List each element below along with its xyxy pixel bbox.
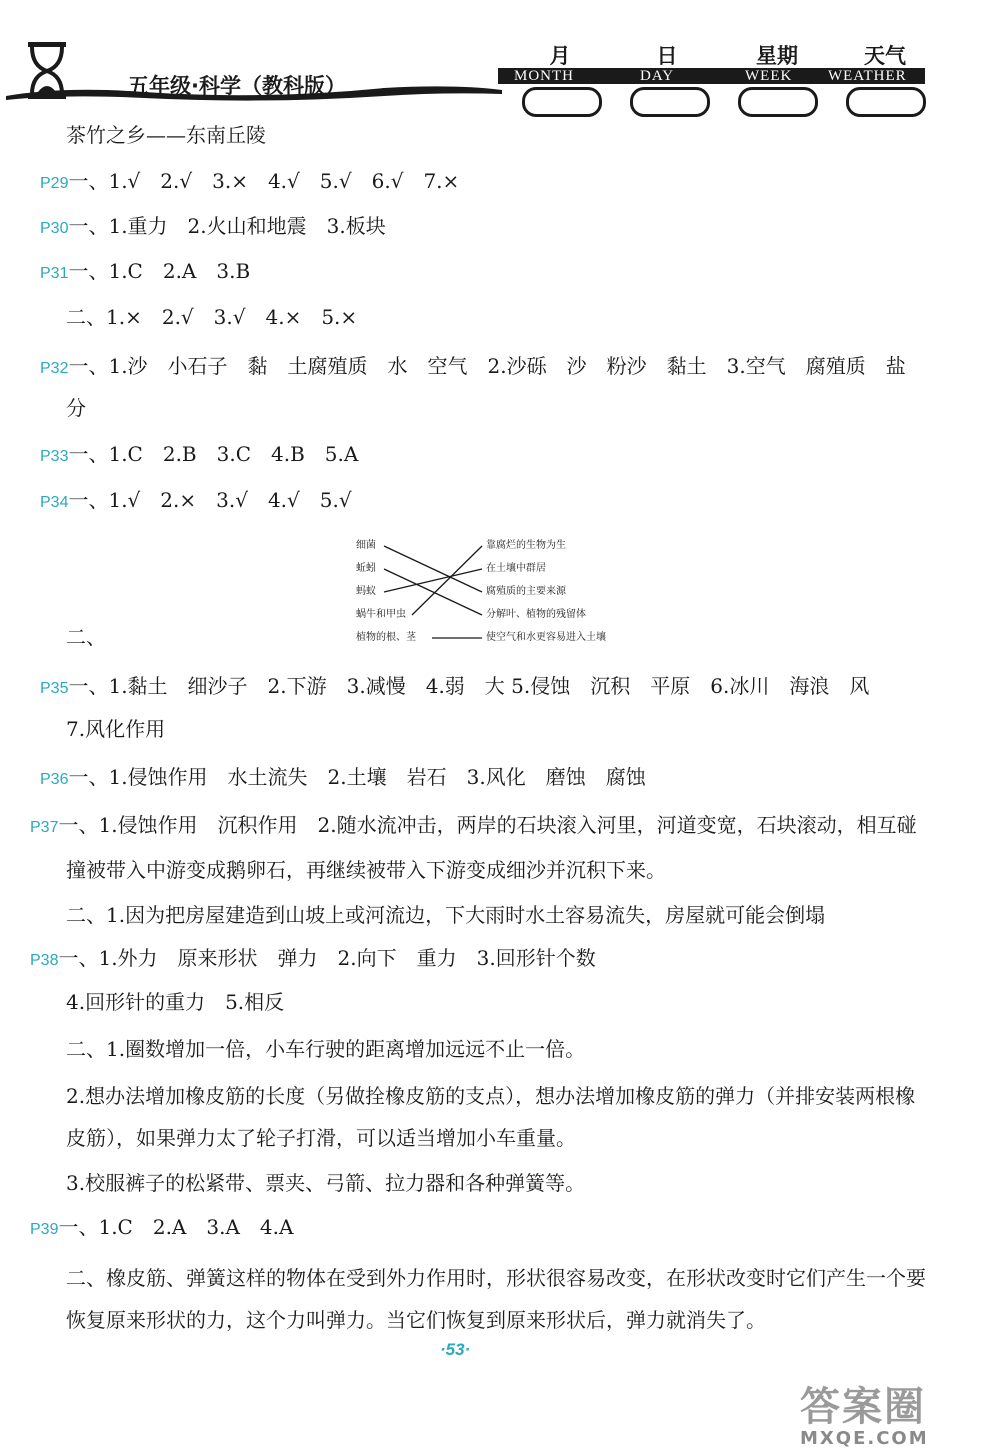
answer-line: 二、	[66, 625, 106, 649]
answer-line: 2.想办法增加橡皮筋的长度（另做拴橡皮筋的支点），想办法增加橡皮筋的弹力（并排安装两根橡	[66, 1084, 916, 1108]
answer-line: 撞被带入中游变成鹅卵石，再继续被带入下游变成细沙并沉积下来。	[66, 858, 666, 882]
answer-line: P37一、1.侵蚀作用 沉积作用 2.随水流冲击，两岸的石块滚入河里，河道变宽，石块滚动，相互碰	[30, 813, 917, 837]
match-left-item: 植物的根、茎	[356, 632, 416, 643]
match-line	[384, 569, 482, 615]
answer-line: P36一、1.侵蚀作用 水土流失 2.土壤 岩石 3.风化 磨蚀 腐蚀	[40, 765, 646, 789]
answer-line: 二、1.× 2.√ 3.√ 4.× 5.×	[66, 305, 358, 329]
watermark-title: 答案圈	[800, 1384, 926, 1430]
watermark-logo	[800, 1385, 990, 1449]
weather-field[interactable]	[846, 87, 926, 117]
page-ref: P31	[40, 265, 69, 282]
book-title: 五年级·科学（教科版）	[128, 74, 346, 98]
answer-line: 二、1.因为把房屋建造到山坡上或河流边，下大雨时水土容易流失，房屋就可能会倒塌	[66, 903, 826, 927]
answer-line: P30一、1.重力 2.火山和地震 3.板块	[40, 214, 386, 238]
answer-line: 分	[66, 396, 86, 420]
day-en: DAY	[640, 68, 675, 84]
page-ref: P36	[40, 771, 69, 788]
answer-line: P32一、1.沙 小石子 黏 土腐殖质 水 空气 2.沙砾 沙 粉沙 黏土 3.空气 腐殖质 盐	[40, 354, 906, 378]
page-ref: P33	[40, 448, 69, 465]
answer-line: P31一、1.C 2.A 3.B	[40, 259, 251, 283]
section-title: 茶竹之乡——东南丘陵	[66, 123, 266, 147]
week-en: WEEK	[745, 68, 793, 84]
match-line	[384, 546, 482, 592]
month-en: MONTH	[514, 68, 574, 84]
match-right-item: 分解叶、植物的残留体	[486, 609, 586, 620]
day-label: 日	[656, 44, 678, 68]
match-left-item: 细菌	[356, 540, 376, 551]
month-label: 月	[549, 44, 571, 68]
page-ref: P37	[30, 819, 59, 836]
month-field[interactable]	[522, 87, 602, 117]
page-ref: P38	[30, 952, 59, 969]
match-right-item: 腐殖质的主要来源	[486, 586, 566, 597]
match-right-item: 靠腐烂的生物为生	[486, 540, 566, 551]
match-line	[384, 569, 482, 592]
weather-label: 天气	[864, 44, 906, 68]
page-number: ·53·	[440, 1340, 471, 1359]
matching-lines	[352, 536, 652, 648]
answer-line: P35一、1.黏土 细沙子 2.下游 3.减慢 4.弱 大 5.侵蚀 沉积 平原 6.冰川 海浪 风	[40, 674, 870, 698]
match-line	[412, 546, 482, 615]
day-field[interactable]	[630, 87, 710, 117]
match-left-item: 蚂蚁	[356, 586, 376, 597]
answer-line: 二、橡皮筋、弹簧这样的物体在受到外力作用时，形状很容易改变，在形状改变时它们产生一个要	[66, 1266, 926, 1290]
match-left-item: 蜗牛和甲虫	[356, 609, 406, 620]
answer-line: 恢复原来形状的力，这个力叫弹力。当它们恢复到原来形状后，弹力就消失了。	[66, 1308, 766, 1332]
page-ref: P30	[40, 220, 69, 237]
match-right-item: 使空气和水更容易进入土壤	[486, 632, 606, 643]
answer-line: 皮筋），如果弹力太了轮子打滑，可以适当增加小车重量。	[66, 1126, 576, 1150]
page-ref: P35	[40, 680, 69, 697]
answer-line: P29一、1.√ 2.√ 3.× 4.√ 5.√ 6.√ 7.×	[40, 169, 460, 193]
weather-en: WEATHER	[828, 68, 907, 84]
answer-line: 3.校服裤子的松紧带、票夹、弓箭、拉力器和各种弹簧等。	[66, 1171, 586, 1195]
page-ref: P34	[40, 494, 69, 511]
answer-line: 4.回形针的重力 5.相反	[66, 990, 285, 1014]
answer-line: 二、1.圈数增加一倍，小车行驶的距离增加远远不止一倍。	[66, 1037, 586, 1061]
matching-diagram	[352, 536, 652, 648]
answer-line: P39一、1.C 2.A 3.A 4.A	[30, 1215, 294, 1239]
answer-line: P34一、1.√ 2.× 3.√ 4.√ 5.√	[40, 488, 352, 512]
match-right-item: 在土壤中群居	[486, 563, 546, 574]
answer-line: P33一、1.C 2.B 3.C 4.B 5.A	[40, 442, 359, 466]
page-ref: P29	[40, 175, 69, 192]
watermark-url: MXQE.COM	[800, 1428, 929, 1449]
answer-line: 7.风化作用	[66, 717, 166, 741]
week-label: 星期	[756, 44, 798, 68]
match-left-item: 蚯蚓	[356, 563, 376, 574]
page-ref: P32	[40, 360, 69, 377]
page-ref: P39	[30, 1221, 59, 1238]
answer-line: P38一、1.外力 原来形状 弹力 2.向下 重力 3.回形针个数	[30, 946, 596, 970]
week-field[interactable]	[738, 87, 818, 117]
